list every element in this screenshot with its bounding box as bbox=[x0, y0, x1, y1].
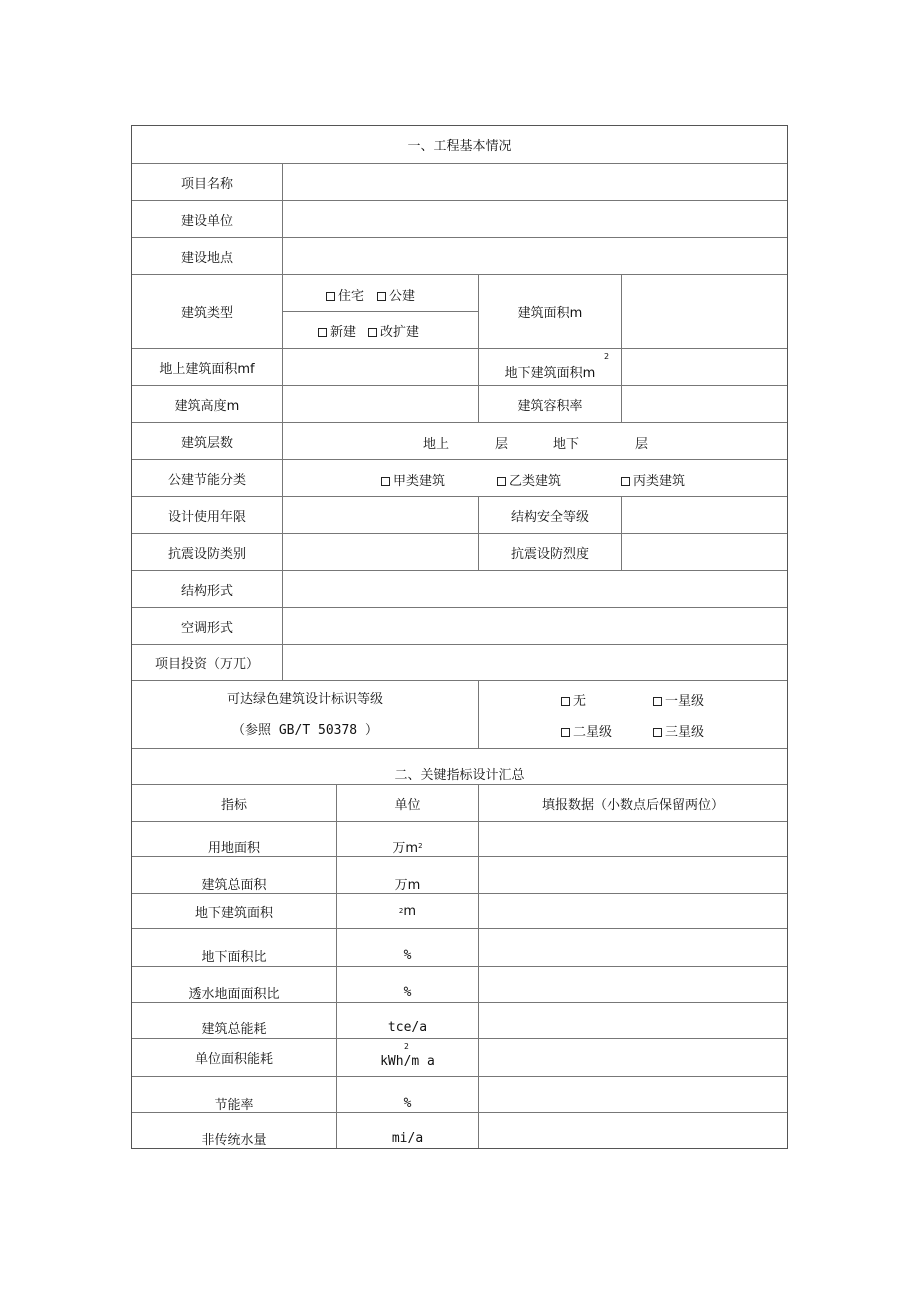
table-row bbox=[132, 1003, 787, 1039]
indicator-value-field[interactable] bbox=[478, 1113, 787, 1148]
option-none[interactable] bbox=[561, 690, 586, 709]
far-label: 建筑容积率 bbox=[478, 386, 621, 422]
seismic-category-label: 抗震设防类别 bbox=[167, 546, 246, 562]
table-row bbox=[132, 822, 787, 857]
unit-sub: 2 bbox=[398, 907, 404, 915]
indicator-unit: mi/a bbox=[336, 1113, 478, 1148]
section2-title: 二、关键指标设计汇总 bbox=[394, 768, 525, 783]
floors-above-label: 地上 bbox=[423, 437, 450, 452]
option-class-b-label: 乙类建筑 bbox=[509, 474, 562, 489]
energy-class-options bbox=[282, 460, 787, 496]
indicator-unit: % bbox=[336, 929, 478, 966]
indicator-name: 地下面积比 bbox=[201, 950, 267, 965]
indicator-value-field[interactable] bbox=[478, 1077, 787, 1112]
section1-title-row bbox=[132, 126, 787, 164]
indicator-unit: kWh/m a bbox=[380, 1054, 435, 1069]
option-class-a-label: 甲类建筑 bbox=[393, 474, 446, 489]
table-row bbox=[132, 1077, 787, 1113]
indicator-value-field[interactable] bbox=[478, 967, 787, 1002]
service-life-label: 设计使用年限 bbox=[167, 509, 246, 525]
option-one-star-label: 一星级 bbox=[665, 694, 705, 709]
option-renovation[interactable] bbox=[368, 321, 419, 340]
indicator-name: 地下建筑面积 bbox=[194, 905, 273, 921]
section2-header-row bbox=[132, 785, 787, 822]
green-label bbox=[132, 681, 478, 748]
below-area-label: 地下建筑面积m bbox=[504, 365, 596, 381]
table-row bbox=[132, 857, 787, 894]
option-renovation-label: 改扩建 bbox=[380, 325, 420, 340]
building-type-label: 建筑类型 bbox=[180, 306, 233, 321]
energy-class-label: 公建节能分类 bbox=[167, 472, 246, 488]
checkbox-icon bbox=[318, 328, 327, 337]
building-type-row bbox=[132, 275, 787, 349]
indicator-unit: % bbox=[336, 967, 478, 1002]
checkbox-icon bbox=[497, 477, 506, 486]
option-class-c[interactable] bbox=[621, 470, 685, 489]
indicator-unit: m bbox=[403, 903, 417, 919]
indicator-unit: 万m bbox=[392, 840, 419, 856]
checkbox-icon bbox=[653, 728, 662, 737]
builder-label: 建设单位 bbox=[180, 213, 233, 229]
floors-below-label: 地下 bbox=[553, 437, 580, 452]
option-public[interactable] bbox=[377, 285, 415, 304]
investment-field[interactable] bbox=[282, 645, 787, 680]
floors-field bbox=[282, 423, 787, 459]
energy-class-row bbox=[132, 460, 787, 497]
builder-field[interactable] bbox=[282, 201, 787, 237]
floors-label: 建筑层数 bbox=[180, 435, 233, 451]
hvac-row bbox=[132, 608, 787, 645]
indicator-name: 非传统水量 bbox=[201, 1133, 267, 1148]
indicator-unit-cell bbox=[336, 894, 478, 928]
checkbox-icon bbox=[653, 697, 662, 706]
hvac-label: 空调形式 bbox=[180, 620, 233, 636]
divider bbox=[283, 311, 479, 312]
seismic-intensity-field[interactable] bbox=[621, 534, 787, 570]
checkbox-icon bbox=[377, 292, 386, 301]
floors-above-unit: 层 bbox=[495, 437, 509, 452]
project-form-table bbox=[131, 125, 788, 1149]
option-new-label: 新建 bbox=[330, 325, 357, 340]
table-row bbox=[132, 894, 787, 929]
below-area-sup: 2 bbox=[604, 352, 610, 361]
option-three-star[interactable] bbox=[653, 721, 704, 740]
building-area-label: 建筑面积m bbox=[478, 275, 621, 348]
seismic-row bbox=[132, 534, 787, 571]
indicator-name: 建筑总面积 bbox=[201, 877, 267, 893]
building-area-field[interactable] bbox=[621, 275, 787, 348]
header-value: 填报数据（小数点后保留两位） bbox=[478, 785, 787, 821]
location-field[interactable] bbox=[282, 238, 787, 274]
indicator-value-field[interactable] bbox=[478, 857, 787, 893]
option-one-star[interactable] bbox=[653, 690, 704, 709]
option-two-star-label: 二星级 bbox=[573, 725, 613, 740]
project-name-label: 项目名称 bbox=[180, 176, 233, 192]
option-class-a[interactable] bbox=[381, 470, 445, 489]
header-indicator: 指标 bbox=[220, 797, 247, 813]
indicator-name: 透水地面面积比 bbox=[188, 987, 280, 1002]
checkbox-icon bbox=[326, 292, 335, 301]
structure-field[interactable] bbox=[282, 571, 787, 607]
investment-row bbox=[132, 645, 787, 681]
area-row bbox=[132, 349, 787, 386]
checkbox-icon bbox=[368, 328, 377, 337]
indicator-value-field[interactable] bbox=[478, 822, 787, 856]
option-public-label: 公建 bbox=[389, 289, 416, 304]
option-class-b[interactable] bbox=[497, 470, 561, 489]
project-name-row bbox=[132, 164, 787, 201]
above-area-label: 地上建筑面积mf bbox=[159, 361, 255, 377]
header-unit: 单位 bbox=[336, 785, 478, 821]
location-label: 建设地点 bbox=[180, 250, 233, 266]
green-options bbox=[478, 681, 787, 748]
above-area-field[interactable] bbox=[282, 349, 478, 385]
hvac-field[interactable] bbox=[282, 608, 787, 644]
indicator-name: 用地面积 bbox=[207, 840, 260, 856]
option-two-star[interactable] bbox=[561, 721, 612, 740]
structure-row bbox=[132, 571, 787, 608]
investment-label: 项目投资（万兀） bbox=[154, 657, 259, 672]
table-row bbox=[132, 929, 787, 967]
checkbox-icon bbox=[561, 697, 570, 706]
safety-grade-label: 结构安全等级 bbox=[478, 497, 621, 533]
service-life-row bbox=[132, 497, 787, 534]
unit-sup: 2 bbox=[404, 1042, 409, 1051]
indicator-value-field[interactable] bbox=[478, 894, 787, 928]
option-new[interactable] bbox=[318, 321, 356, 340]
project-name-field[interactable] bbox=[282, 164, 787, 200]
checkbox-icon bbox=[561, 728, 570, 737]
seismic-category-field[interactable] bbox=[282, 534, 478, 570]
indicator-value-field[interactable] bbox=[478, 929, 787, 966]
option-three-star-label: 三星级 bbox=[665, 725, 705, 740]
building-type-options bbox=[282, 275, 478, 348]
indicator-unit: 万m bbox=[336, 857, 478, 893]
table-row bbox=[132, 967, 787, 1003]
table-row bbox=[132, 1113, 787, 1148]
height-row bbox=[132, 386, 787, 423]
checkbox-icon bbox=[381, 477, 390, 486]
below-area-field[interactable] bbox=[621, 349, 787, 385]
section2-title-row bbox=[132, 749, 787, 785]
indicator-value-field[interactable] bbox=[478, 1003, 787, 1038]
builder-row bbox=[132, 201, 787, 238]
floors-below-unit: 层 bbox=[635, 437, 649, 452]
section1-title: 一、工程基本情况 bbox=[407, 139, 512, 154]
checkbox-icon bbox=[621, 477, 630, 486]
indicator-name: 建筑总能耗 bbox=[201, 1022, 267, 1037]
below-area-label-cell bbox=[478, 349, 621, 385]
green-label-line1: 可达绿色建筑设计标识等级 bbox=[226, 691, 383, 707]
indicator-unit-cell bbox=[336, 1039, 478, 1076]
height-label: 建筑高度m bbox=[174, 398, 240, 414]
indicator-unit: % bbox=[336, 1077, 478, 1112]
indicator-unit: tce/a bbox=[336, 1003, 478, 1038]
indicator-name: 节能率 bbox=[214, 1098, 254, 1113]
structure-label: 结构形式 bbox=[180, 583, 233, 599]
safety-grade-field[interactable] bbox=[621, 497, 787, 533]
green-label-line2: （参照 GB/T 50378 ） bbox=[232, 722, 378, 738]
service-life-field[interactable] bbox=[282, 497, 478, 533]
unit-sup: 2 bbox=[418, 842, 423, 850]
option-class-c-label: 丙类建筑 bbox=[633, 474, 686, 489]
indicator-value-field[interactable] bbox=[478, 1039, 787, 1076]
floors-row bbox=[132, 423, 787, 460]
option-none-label: 无 bbox=[573, 694, 587, 709]
table-row bbox=[132, 1039, 787, 1077]
indicator-name: 单位面积能耗 bbox=[194, 1052, 273, 1067]
far-field[interactable] bbox=[621, 386, 787, 422]
option-residential-label: 住宅 bbox=[338, 289, 365, 304]
option-residential[interactable] bbox=[326, 285, 364, 304]
height-field[interactable] bbox=[282, 386, 478, 422]
indicator-unit-cell bbox=[336, 822, 478, 856]
location-row bbox=[132, 238, 787, 275]
green-row bbox=[132, 681, 787, 749]
seismic-intensity-label: 抗震设防烈度 bbox=[478, 534, 621, 570]
